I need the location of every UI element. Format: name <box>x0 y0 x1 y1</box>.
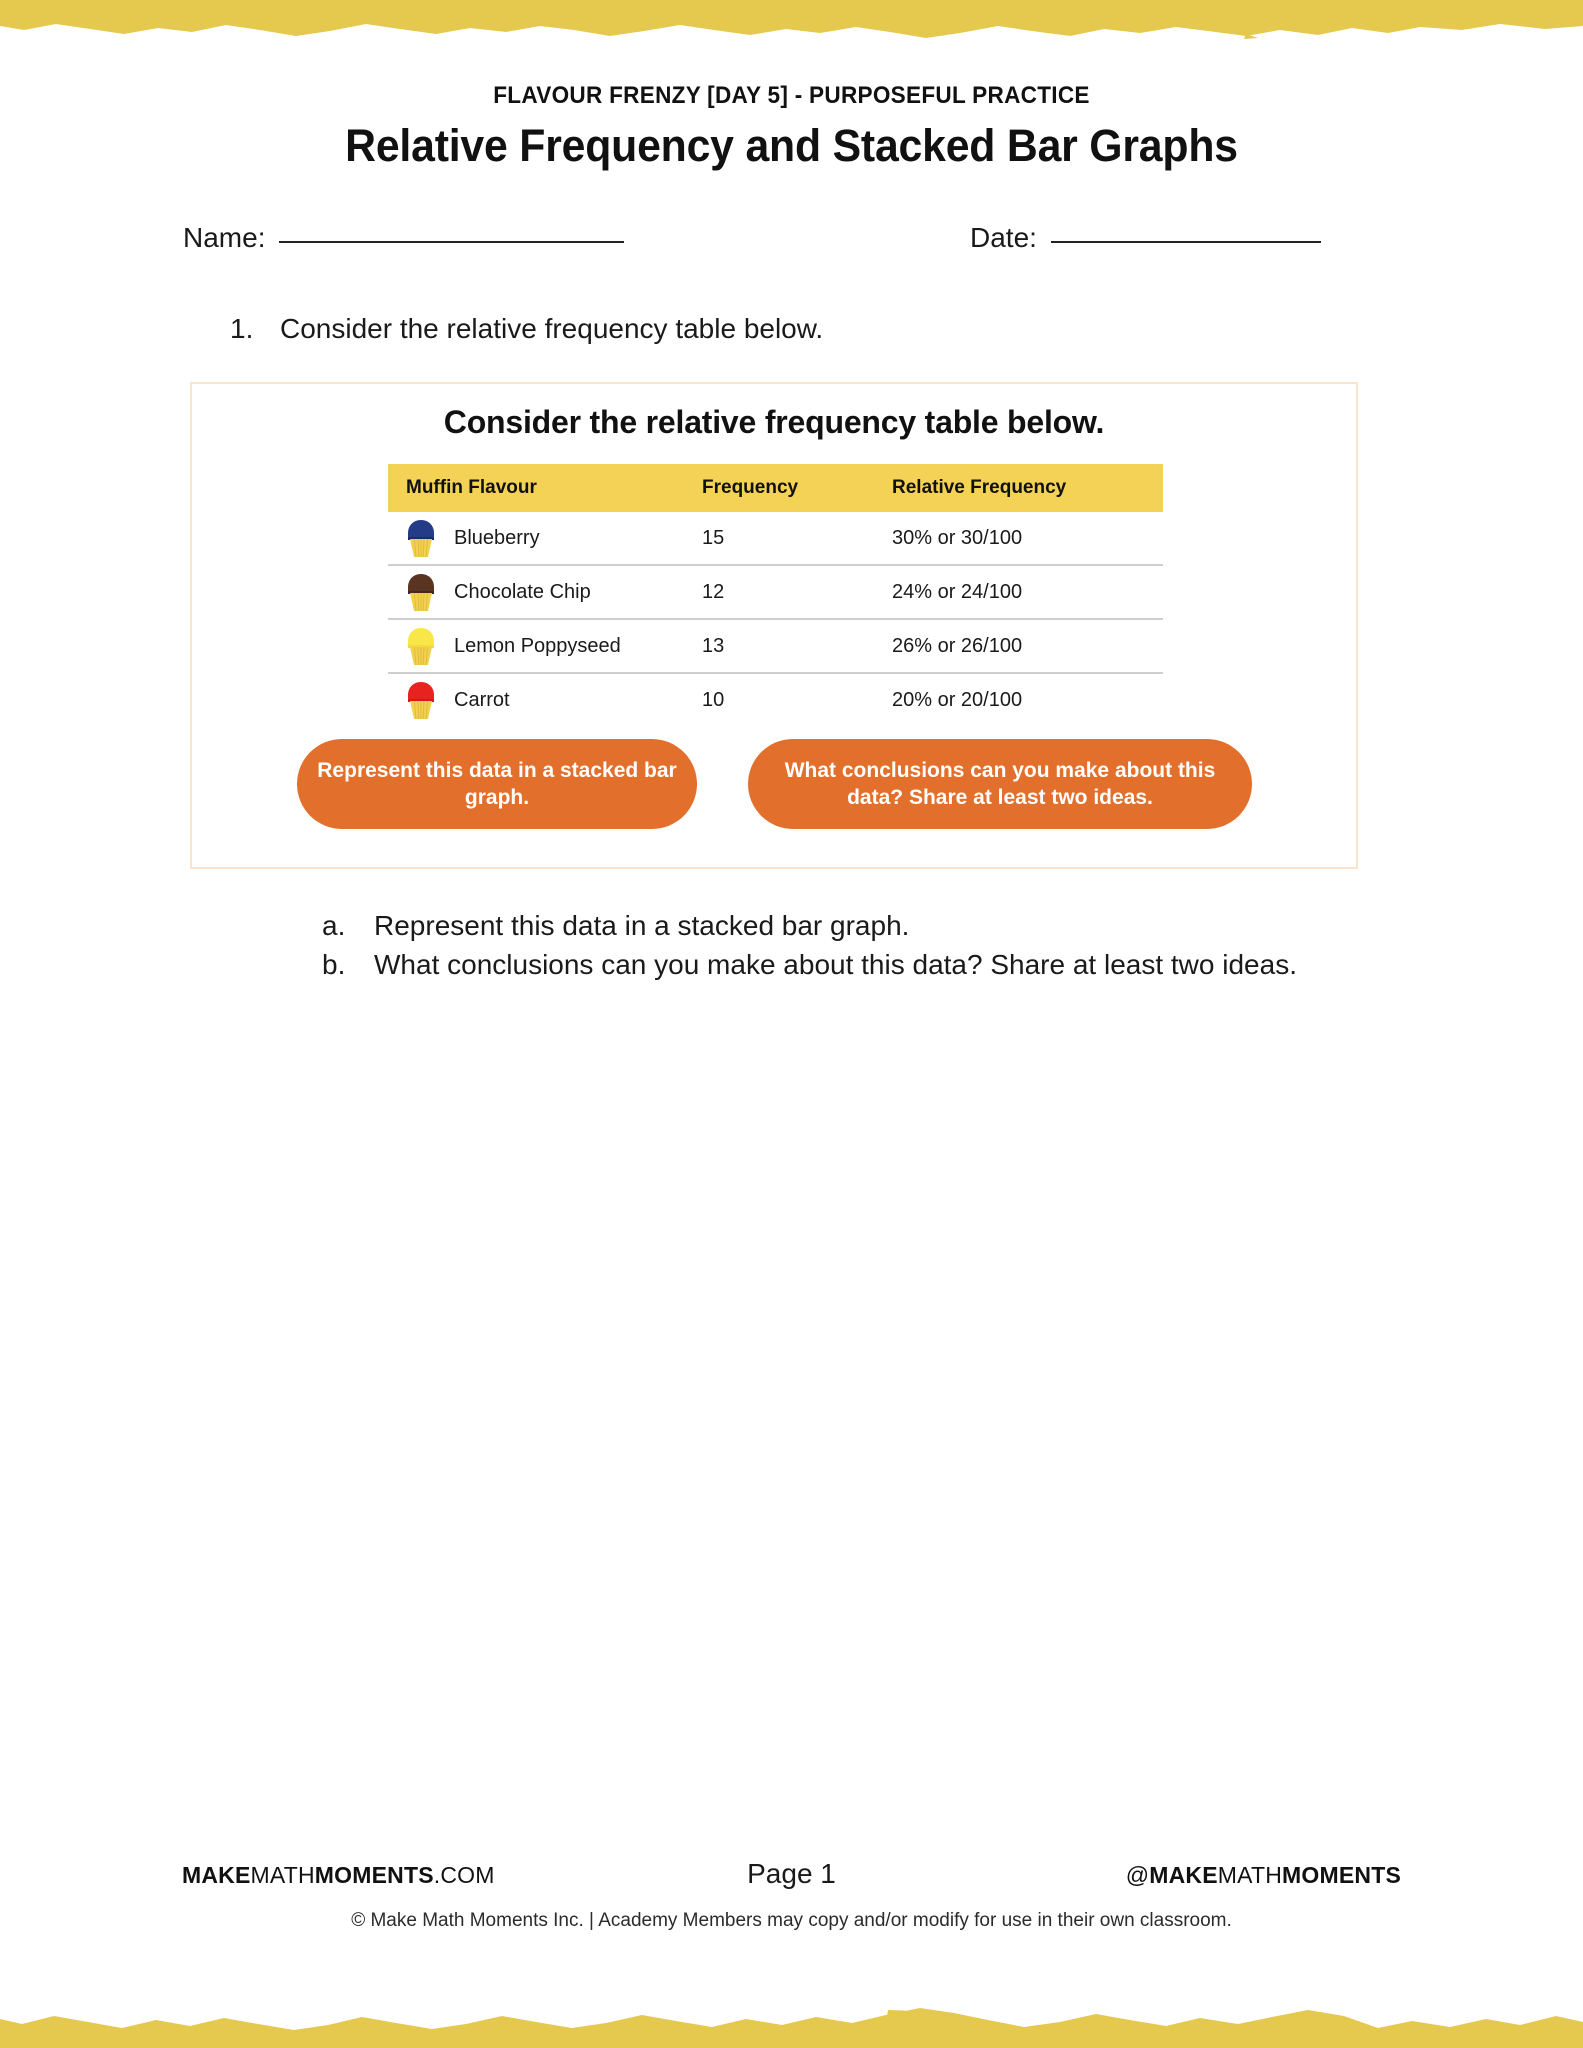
column-header-relative-frequency: Relative Frequency <box>892 464 1163 512</box>
relative-frequency-table <box>388 464 1163 726</box>
sub-question-b-label: b. <box>322 948 346 980</box>
cell-frequency: 13 <box>702 619 892 673</box>
question-1 <box>230 313 1380 345</box>
cell-flavour <box>388 565 702 619</box>
cell-frequency: 12 <box>702 565 892 619</box>
flavour-name: Chocolate Chip <box>454 580 591 603</box>
cell-relative-frequency: 20% or 20/100 <box>892 688 1023 711</box>
column-header-flavour: Muffin Flavour <box>388 464 702 512</box>
name-label: Name: <box>183 222 266 253</box>
table-header-row <box>388 464 1163 512</box>
brand-left-moments: MOMENTS <box>314 1862 434 1888</box>
table-header <box>388 464 1163 512</box>
sub-question-a <box>322 908 1382 945</box>
brand-right-make: MAKE <box>1149 1862 1218 1888</box>
column-header-frequency: Frequency <box>702 464 892 512</box>
date-field-group <box>970 222 1321 254</box>
sub-question-a-label: a. <box>322 910 346 941</box>
table-row <box>388 619 1163 673</box>
table-row <box>388 512 1163 565</box>
brand-right-moments: MOMENTS <box>1282 1862 1401 1888</box>
sub-question-b-text: What conclusions can you make about this data? Share at least two ideas. <box>374 948 1297 980</box>
question-1-number: 1. <box>230 313 254 344</box>
sub-question-list <box>322 908 1382 986</box>
copyright-notice: © Make Math Moments Inc. | Academy Members may copy and/or modify for use in their own classroom. <box>351 1910 1232 1931</box>
prompt-pill-conclusions: What conclusions can you make about this data? Share at least two ideas. <box>748 739 1252 829</box>
table-row <box>388 673 1163 726</box>
muffin-icon <box>406 518 436 558</box>
cell-flavour <box>388 512 702 565</box>
cell-relative-frequency: 26% or 26/100 <box>892 619 1163 673</box>
cell-frequency: 15 <box>702 512 892 565</box>
date-label: Date: <box>970 222 1037 253</box>
prompt-pill-represent-data: Represent this data in a stacked bar graph. <box>297 739 697 829</box>
brand-right-math: MATH <box>1217 1862 1283 1888</box>
task-card <box>190 382 1358 869</box>
brand-left-make: MAKE <box>182 1862 251 1888</box>
top-brush-border <box>0 0 1583 46</box>
question-1-text: Consider the relative frequency table below. <box>280 313 824 344</box>
muffin-icon <box>406 680 436 720</box>
name-input-line[interactable] <box>279 241 624 243</box>
flavour-name: Carrot <box>454 688 510 711</box>
brand-social-handle <box>1126 1862 1401 1889</box>
table-row <box>388 565 1163 619</box>
cell-relative-frequency: 24% or 24/100 <box>892 565 1163 619</box>
muffin-icon <box>406 572 436 612</box>
brand-left-math: MATH <box>250 1862 315 1888</box>
page-footer <box>0 1858 1583 1952</box>
date-input-line[interactable] <box>1051 241 1321 243</box>
name-field-group <box>183 222 624 254</box>
cell-relative-frequency: 30% or 30/100 <box>892 512 1163 565</box>
table-body <box>388 512 1163 726</box>
flavour-name: Blueberry <box>454 526 540 549</box>
worksheet-eyebrow: FLAVOUR FRENZY [DAY 5] - PURPOSEFUL PRACTICE <box>493 82 1090 109</box>
muffin-icon <box>406 626 436 666</box>
sub-question-a-text: Represent this data in a stacked bar graph. <box>374 910 910 941</box>
flavour-name: Lemon Poppyseed <box>454 634 621 657</box>
cell-flavour <box>388 673 702 726</box>
page-title: Relative Frequency and Stacked Bar Graphs <box>345 120 1238 171</box>
sub-question-b <box>322 947 1382 984</box>
brand-right-at: @ <box>1125 1862 1150 1888</box>
cell-frequency: 10 <box>702 688 725 711</box>
card-title: Consider the relative frequency table below. <box>443 404 1105 440</box>
brand-left-tld: .COM <box>433 1862 495 1888</box>
page-number: Page 1 <box>747 1858 836 1889</box>
cell-flavour <box>388 619 702 673</box>
bottom-brush-border <box>0 1970 1583 2048</box>
